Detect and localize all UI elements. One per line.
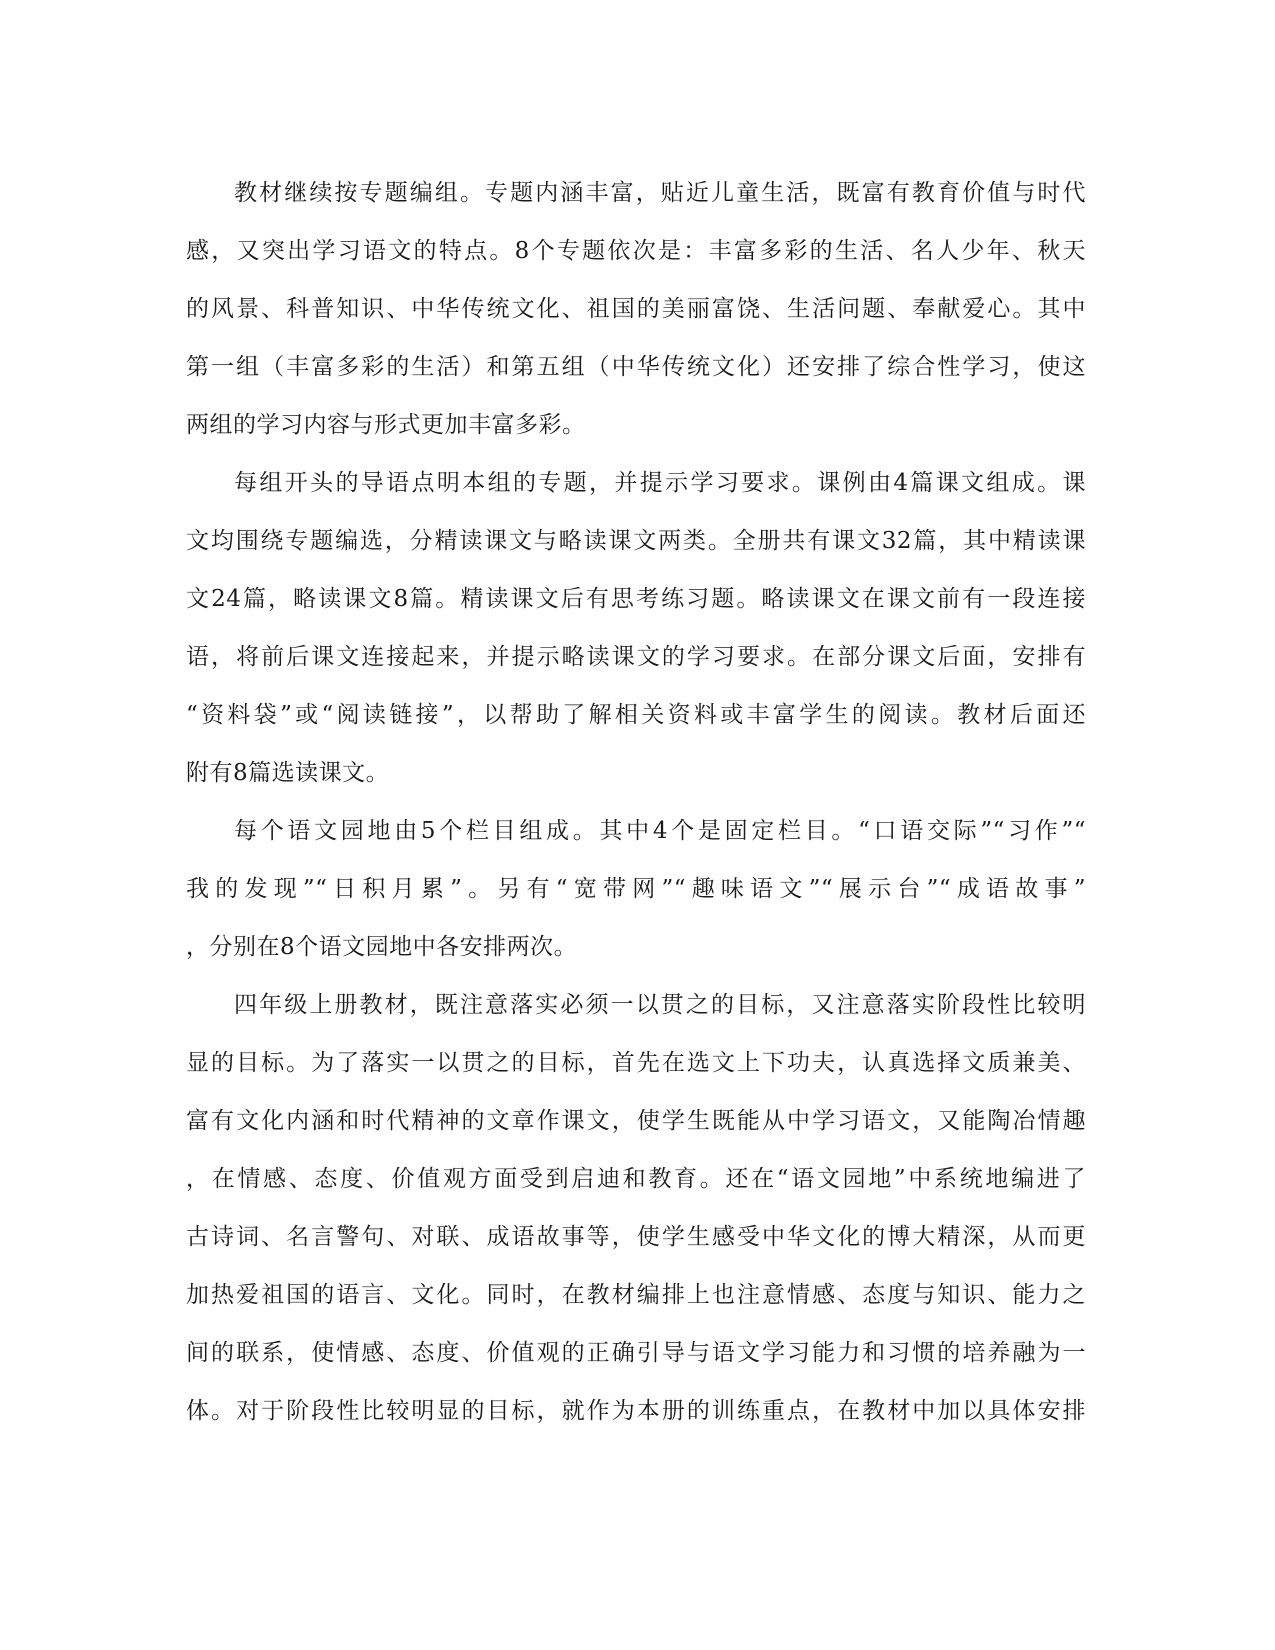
document-body (186, 164, 1086, 1440)
text-line: 体。对于阶段性比较明显的目标，就作为本册的训练重点，在教材中加以具体安排 (186, 1398, 1086, 1424)
paragraph-2 (186, 454, 1086, 802)
text-line: 古诗词、名言警句、对联、成语故事等，使学生感受中华文化的博大精深，从而更 (186, 1224, 1086, 1250)
text-line: 富有文化内涵和时代精神的文章作课文，使学生既能从中学习语文，又能陶冶情趣 (186, 1108, 1086, 1134)
text-line: ，在情感、态度、价值观方面受到启迪和教育。还在“语文园地”中系统地编进了 (186, 1166, 1086, 1192)
text-line: 显的目标。为了落实一以贯之的目标，首先在选文上下功夫，认真选择文质兼美、 (186, 1050, 1086, 1076)
text-line: 间的联系，使情感、态度、价值观的正确引导与语文学习能力和习惯的培养融为一 (186, 1340, 1086, 1366)
paragraph-4 (186, 976, 1086, 1440)
text-line: 文均围绕专题编选，分精读课文与略读课文两类。全册共有课文32篇，其中精读课 (186, 528, 1086, 554)
text-line: 我的发现”“日积月累”。另有“宽带网”“趣味语文”“展示台”“成语故事” (186, 876, 1086, 902)
text-line: 的风景、科普知识、中华传统文化、祖国的美丽富饶、生活问题、奉献爱心。其中 (186, 296, 1086, 322)
text-line: 四年级上册教材，既注意落实必须一以贯之的目标，又注意落实阶段性比较明 (234, 992, 1086, 1018)
paragraph-3 (186, 802, 1086, 976)
text-line: 每组开头的导语点明本组的专题，并提示学习要求。课例由4篇课文组成。课 (234, 470, 1086, 496)
text-line: ，分别在8个语文园地中各安排两次。 (186, 934, 578, 960)
text-line: “资料袋”或“阅读链接”，以帮助了解相关资料或丰富学生的阅读。教材后面还 (186, 702, 1086, 728)
paragraph-1 (186, 164, 1086, 454)
text-line: 第一组（丰富多彩的生活）和第五组（中华传统文化）还安排了综合性学习，使这 (186, 354, 1086, 380)
text-line: 教材继续按专题编组。专题内涵丰富，贴近儿童生活，既富有教育价值与时代 (234, 180, 1086, 206)
text-line: 两组的学习内容与形式更加丰富多彩。 (186, 412, 586, 438)
text-line: 每个语文园地由5个栏目组成。其中4个是固定栏目。“口语交际”“习作”“ (234, 818, 1086, 844)
text-line: 附有8篇选读课文。 (186, 760, 390, 786)
text-line: 文24篇，略读课文8篇。精读课文后有思考练习题。略读课文在课文前有一段连接 (186, 586, 1086, 612)
text-line: 加热爱祖国的语言、文化。同时，在教材编排上也注意情感、态度与知识、能力之 (186, 1282, 1086, 1308)
text-line: 感，又突出学习语文的特点。8个专题依次是：丰富多彩的生活、名人少年、秋天 (186, 238, 1086, 264)
text-line: 语，将前后课文连接起来，并提示略读课文的学习要求。在部分课文后面，安排有 (186, 644, 1086, 670)
